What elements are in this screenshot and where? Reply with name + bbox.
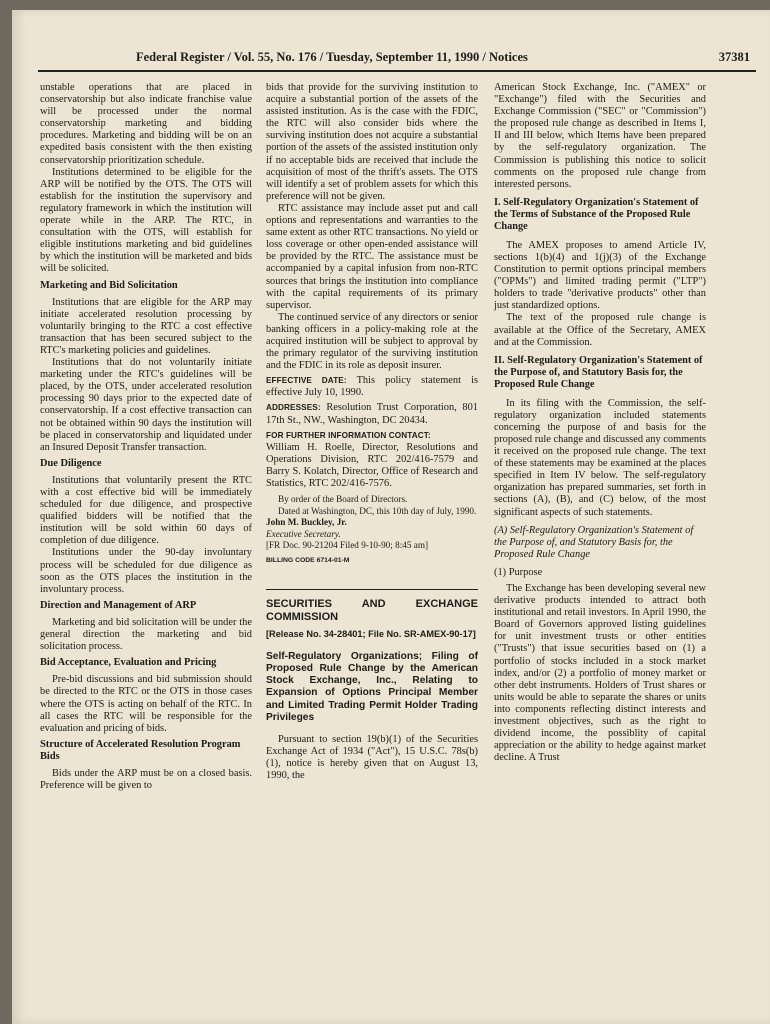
paragraph: Institutions that voluntarily present the RTC with a cost effective bid will be immediately scheduled for due diligence, and prospective qualified bidders will be notified that the institution will be sold within 60 days of completion of due diligence. [40,474,252,547]
dated-line: Dated at Washington, DC, this 10th day of July, 1990. [278,505,477,516]
effective-date-label: EFFECTIVE DATE: [266,376,347,386]
paragraph: American Stock Exchange, Inc. ("AMEX" or "Exchange") filed with the Securities and Exchange Commission ("SEC" or "Commission") the proposed rule change as described in Items I, II and III below, which Items have been prepared by the self-regulatory organization. The Commission is publishing this notice to solicit comments on the proposed rule change from interested persons. [494,82,706,190]
paragraph: Marketing and bid solicitation will be under the general direction the marketing and bid solicitation process. [40,616,252,653]
paragraph: Institutions that are eligible for the ARP may initiate accelerated resolution processing by voluntarily bringing to the RTC a cost effective transaction that has been secured subject to the RTC's marketing policies and guidelines. [40,296,252,356]
paragraph: Pursuant to section 19(b)(1) of the Securities Exchange Act of 1934 ("Act"), 15 U.S.C. 78s(b)(1), notice is hereby given that on August 13, 1990, the [266,733,478,782]
paragraph: The AMEX proposes to amend Article IV, sections 1(b)(4) and 1(j)(3) of the Exchange Constitution to permit options principal members ("OPMs") and limited trading permit ("LTP") holders to trade "derivative products" other than just standardized options. [494,239,706,312]
paragraph: The text of the proposed rule change is available at the Office of the Secretary, AMEX and at the Commission. [494,312,706,348]
release-number: [Release No. 34-28401; File No. SR-AMEX-90-17] [266,629,476,640]
section-heading: Due Diligence [40,457,102,469]
column-3 [494,82,706,764]
column-2 [266,82,478,782]
addresses [266,402,478,426]
paragraph: RTC assistance may include asset put and call options and representations and warranties to the same extent as other RTC transactions. No yield or loss coverage or other open-ended assistance will be provided by the RTC. The assistance must be accompanied by a capital infusion from non-RTC sources that brings the institution into compliance with the capital requirements of its primary supervisor. [266,202,478,311]
paragraph: Institutions that do not voluntarily initiate marketing under the RTC's guidelines will be placed, by the OTS, under accelerated resolution processing 90 days prior to the expected date of conservatorship. If a cost effective transaction can not be obtained within 90 days the institution will be placed in conservatorship and liquidated under an Insured Deposit Transfer transaction. [40,357,252,453]
order-line: By order of the Board of Directors. [278,494,408,505]
signer-title: Executive Secretary. [266,528,341,539]
divider [266,589,478,590]
paragraph: Pre-bid discussions and bid submission should be directed to the RTC or the OTS in those cases where the OTS is acting on behalf of the RTC. In all cases the RTC will be responsible for the evaluation and pricing of bids. [40,674,252,734]
subsection-heading: (A) Self-Regulatory Organization's Statement of the Purpose of, and Statutory Basis for, the Proposed Rule Change [494,524,694,560]
running-head: Federal Register / Vol. 55, No. 176 / Tuesday, September 11, 1990 / Notices [136,50,528,64]
effective-date-text: This policy statement is effective July 10, 1990. [266,375,478,399]
paragraph: The Exchange has been developing several new derivative products intended to attract both institutional and retail investors. In April 1990, the Board of Governors approved listing guidelines for unit investment trusts or other entities ("Trusts") that issue securities based on (1) a portfolio of stocks included in a stock market index, and/or (2) a portfolio of money market or other debt instruments. Holders of Trust shares or units would be able to separate the shares or units into components reflecting distinct interests and investment objectives, such as the right to dividend income, the possiblity of capital appreciation or the ability to hedge against market decline. A Trust [494,583,706,764]
paragraph: Bids under the ARP must be on a closed basis. Preference will be given to [40,767,252,792]
section-heading: Structure of Accelerated Resolution Program Bids [40,738,241,762]
section-heading: II. Self-Regulatory Organization's Statement of the Purpose of, and Statutory Basis for, the Proposed Rule Change [494,354,703,390]
section-heading: Bid Acceptance, Evaluation and Pricing [40,657,217,669]
page-header [38,48,756,72]
paragraph: bids that provide for the surviving institution to acquire a substantial portion of the assets of the assisted institution. As is the case with the FDIC, the RTC will also consider bids where the surviving institution does not acquire a substantial portion of the assets of the assisted institution only if no acceptable bids are received that include the acquisition of most of the thrift's assets. The OTS will identify a set of problem assets for which this preference will not be given. [266,82,478,202]
contact-label: FOR FURTHER INFORMATION CONTACT: [266,430,431,440]
document-title: Self-Regulatory Organizations; Filing of Proposed Rule Change by the American Stock Exchange, Inc., Relating to Expansion of Options Principal Member and Limited Trading Permit Holder Trading Privileges [266,650,478,723]
billing-code: BILLING CODE 6714-01-M [266,557,350,565]
subsection-heading: (1) Purpose [494,566,543,578]
section-heading: Direction and Management of ARP [40,599,197,611]
paragraph: unstable operations that are placed in conservatorship but also indicate franchise value will be processed under the normal conservatorship marketing and bidding procedures. Marketing and bidding will be on an expedited basis consistent with the then existing conservatorship prioritization schedule. [40,82,252,166]
contact-label-row [266,430,478,442]
section-heading: Marketing and Bid Solicitation [40,279,178,291]
contact-text: William H. Roelle, Director, Resolutions and Operations Division, RTC 202/416-7579 and Barry S. Kolatch, Director, Office of Research and Statistics, RTC 202/416-7576. [266,441,478,489]
section-heading: I. Self-Regulatory Organization's Statement of the Terms of Substance of the Proposed Rule Change [494,196,699,232]
signer-name: John M. Buckley, Jr. [266,517,347,528]
effective-date [266,375,478,399]
paragraph: Institutions under the 90-day involuntary process will be scheduled for due diligence as soon as the OTS places the institution in the involuntary process. [40,547,252,595]
paragraph: In its filing with the Commission, the self-regulatory organization included statements concerning the purpose of and basis for the proposed rule change and discussed any comments it received on the proposed rule change. The text of these statements may be examined at the places specified in Item IV below. The self-regulatory organization has prepared summaries, set forth in sections (A), (B), and (C) below, of the most significant aspects of such statements. [494,397,706,518]
agency-name: SECURITIES AND EXCHANGE COMMISSION [266,598,478,623]
paragraph: Institutions determined to be eligible for the ARP will be notified by the OTS. The OTS will establish for the institution the supervisory and regulatory framework in which the institution will operate while in the ARP. The RTC, in consultation with the OTS, will establish for eligible institutions marketing and bid guidelines by which the institution will be marketed and bids will be solicited. [40,166,252,275]
addresses-text: Resolution Trust Corporation, 801 17th St., NW., Washington, DC 20434. [266,402,478,426]
column-1 [40,82,252,792]
paragraph: The continued service of any directors or senior banking officers in a policy-making role at the acquired institution will be subject to approval by the primary regulator of the surviving institution and the FDIC in its role as deposit insurer. [266,311,478,372]
addresses-label: ADDRESSES: [266,403,321,413]
page-number: 37381 [718,50,750,64]
fr-doc-line: [FR Doc. 90-21204 Filed 9-10-90; 8:45 am] [266,540,429,551]
